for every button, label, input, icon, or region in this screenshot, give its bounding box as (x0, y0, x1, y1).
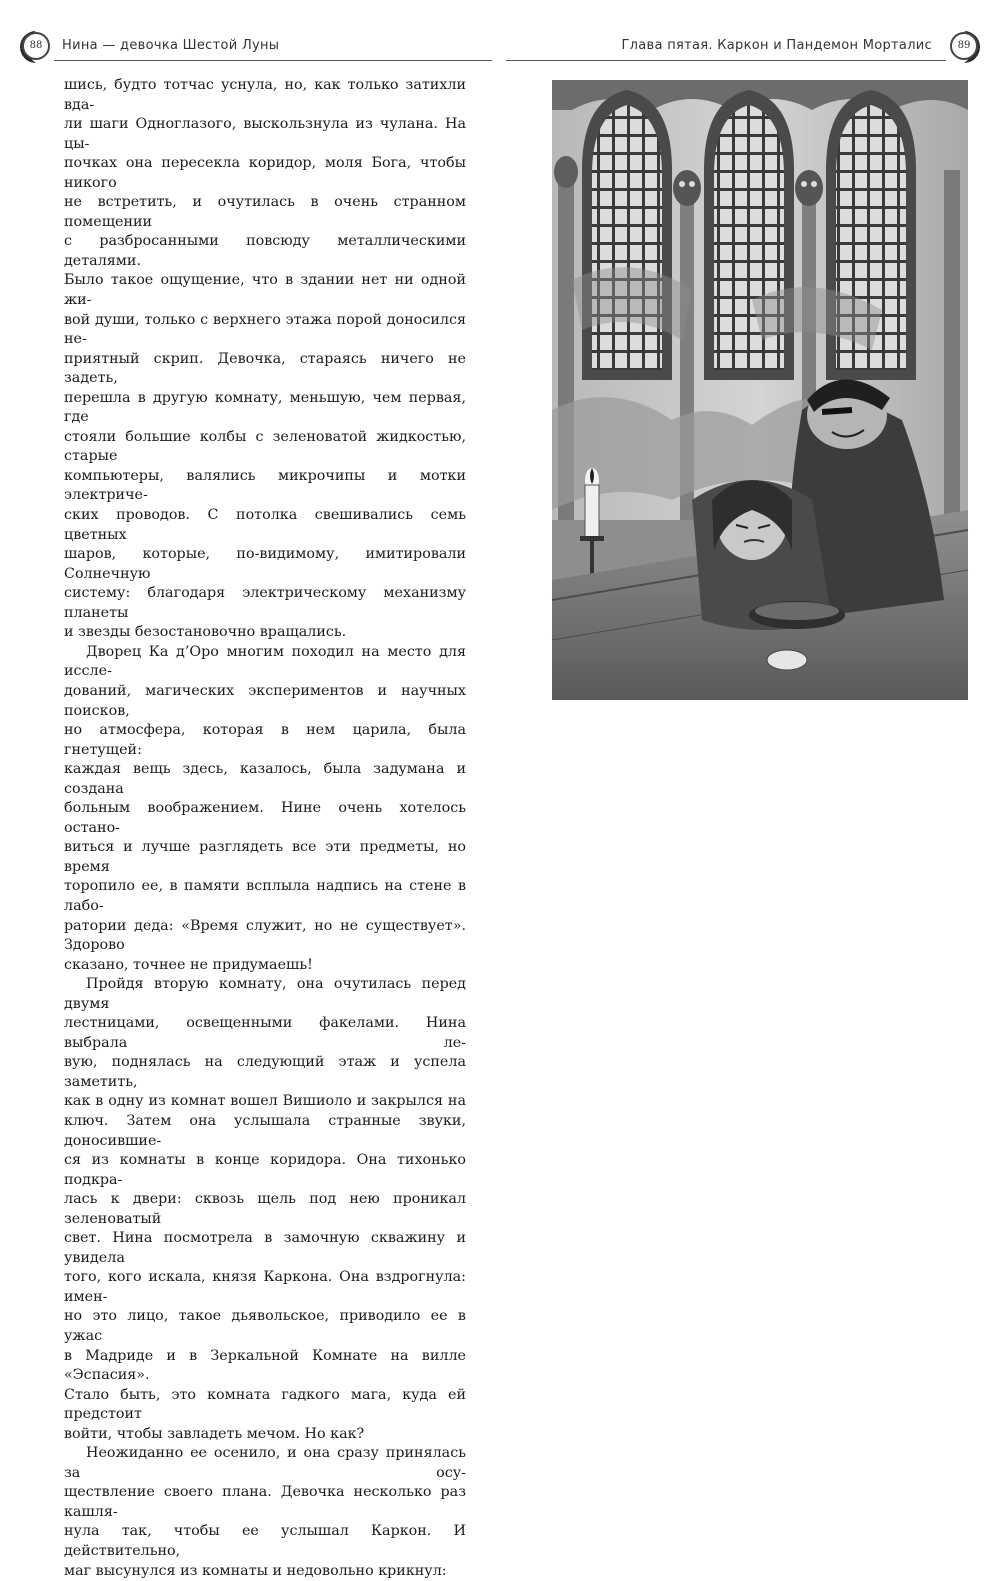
text-line: свет. Нина посмотрела в замочную скважину и увидела (64, 1230, 466, 1266)
text-line: Было такое ощущение, что в здании нет ни одной жи- (64, 272, 466, 309)
gothic-window-left (582, 90, 672, 380)
text-line: лестницами, освещенными факелами. Нина выбрала ле- (64, 1015, 466, 1051)
text-line: вой души, только с верхнего этажа порой доносился не- (64, 311, 466, 348)
text-line: дований, магических экспериментов и научных поисков, (64, 682, 466, 719)
bread (767, 650, 807, 670)
text-line: не встретить, и очутилась в очень странном помещении (64, 194, 466, 230)
text-line: того, кого искала, князя Каркона. Она вздрогнула: имен- (64, 1269, 466, 1305)
text-line: Дворец Ка д’Оро многим походил на место для иссле- (64, 643, 466, 680)
text-line: ских проводов. С потолка свешивались семь цветных (64, 507, 466, 543)
text-line: в Мадриде и в Зеркальной Комнате на вилле «Эспасия». (64, 1347, 466, 1384)
text-line: Стало быть, это комната гадкого мага, куда ей предстоит (64, 1386, 466, 1423)
text-line: ся из комнаты в конце коридора. Она тихонько подкра- (64, 1152, 466, 1188)
text-line: Неожиданно ее осенило, и она сразу принялась за осу- (64, 1445, 466, 1481)
text-line: Пройдя вторую комнату, она очутилась перед двумя (64, 976, 466, 1012)
text-line: шаров, которые, по-видимому, имитировали Солнечную (64, 546, 466, 582)
right-header-rule (506, 60, 946, 61)
text-line: приятный скрип. Девочка, стараясь ничего не задеть, (64, 350, 466, 387)
text-line: стояли большие колбы с зеленоватой жидкостью, старые (64, 428, 466, 465)
text-line: но атмосфера, которая в нем царила, была гнетущей: (64, 722, 466, 758)
text-line: шись, будто тотчас уснула, но, как только затихли вда- (64, 77, 466, 113)
left-page-header (22, 32, 492, 62)
text-line: виться и лучше разглядеть все эти предметы, но время (64, 839, 466, 875)
text-line: ратории деда: «Время служит, но не существует». Здорово (64, 917, 466, 954)
text-line: перешла в другую комнату, меньшую, чем первая, где (64, 389, 466, 426)
text-line: лась к двери: сквозь щель под нею проникал зеленоватый (64, 1191, 466, 1227)
left-header-rule (54, 60, 492, 61)
text-line: войти, чтобы завладеть мечом. Но как? (64, 1425, 365, 1442)
right-running-title: Глава пятая. Каркон и Пандемон Морталис (621, 38, 932, 53)
text-line: и звезды безостановочно вращались. (64, 624, 347, 641)
text-line: но это лицо, такое дьявольское, приводило ее в ужас (64, 1308, 466, 1344)
text-line: сказано, точнее не придумаешь! (64, 956, 313, 973)
text-line: почках она пересекла коридор, моля Бога, чтобы никого (64, 155, 466, 191)
text-line: ли шаги Одноглазого, выскользнула из чулана. На цы- (64, 116, 466, 152)
right-page-header (506, 32, 978, 62)
text-line: нула так, чтобы ее услышал Каркон. И действительно, (64, 1523, 466, 1560)
text-line: каждая вещь здесь, казалось, была задумана и создана (64, 761, 466, 797)
text-line: маг высунулся из комнаты и недовольно крикнул: (64, 1562, 447, 1579)
text-line: вую, поднялась на следующий этаж и успела заметить, (64, 1054, 466, 1090)
right-page-number: 89 (950, 32, 978, 60)
text-line: систему: благодаря электрическому механизму планеты (64, 585, 466, 621)
text-line: ключ. Затем она услышала странные звуки, доносившие- (64, 1112, 466, 1149)
text-line: больным воображением. Нине очень хотелось остано- (64, 800, 466, 836)
text-line: ществление своего плана. Девочка несколько раз кашля- (64, 1484, 466, 1520)
text-line: компьютеры, валялись микрочипы и мотки электриче- (64, 467, 466, 504)
left-running-title: Нина — девочка Шестой Луны (62, 38, 280, 53)
illustration-carcon-and-nina (552, 80, 968, 700)
text-line: торопило ее, в памяти всплыла надпись на стене в лабо- (64, 878, 466, 914)
left-page-body-text (64, 76, 466, 1581)
text-line: как в одну из комнат вошел Вишиоло и закрылся на (64, 1093, 466, 1110)
text-line: с разбросанными повсюду металлическими деталями. (64, 233, 466, 269)
left-page-number: 88 (22, 32, 50, 60)
gothic-window-center (704, 90, 794, 380)
